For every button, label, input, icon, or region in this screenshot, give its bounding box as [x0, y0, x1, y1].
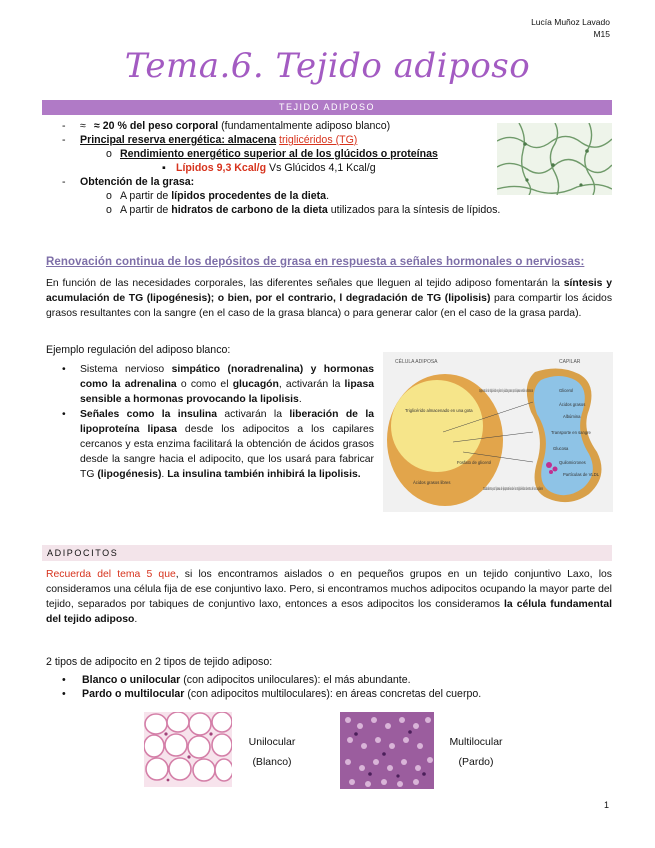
diagram-capillary-title: CAPILAR: [559, 359, 581, 365]
diagram-label: Ácidos grasos libres: [413, 480, 451, 485]
author-name: Lucía Muñoz Lavado: [531, 17, 610, 27]
types-intro: 2 tipos de adipocito en 2 tipos de tejido adiposo:: [46, 656, 273, 668]
list-item: - ≈ ≈ 20 % del peso corporal (fundamentalmente adiposo blanco): [62, 120, 391, 132]
section-bar-tejido-adiposo: TEJIDO ADIPOSO: [42, 100, 612, 115]
caption-multilocular: [436, 732, 516, 772]
example-label: Ejemplo regulación del adiposo blanco:: [46, 344, 231, 356]
author-block: [531, 16, 610, 40]
unilocular-micrograph: [144, 712, 232, 787]
list-item: • Sistema nervioso simpático (noradrenalina) y hormonas como la adrenalina o como el glucagón, activarán la lipasa sensible a hormonas provocando la lipolisis. • Señales como la insulina activarán la liberación de la lipoproteína lipasa desde los adipocitos a los capilares cercanos y esta enzima facilitará la obtención de ácidos grasos desde la sangre hacia el adipocito, que los usará para fabricar TG (lipogénesis). La insulina también inhibirá la lipolisis.: [62, 364, 375, 480]
list-item: • Blanco o unilocular (con adipocitos uniloculares): el más abundante.: [62, 674, 411, 686]
list-item: o Rendimiento energético superior al de los glúcidos o proteínas: [106, 148, 438, 160]
diagram-label: Transporte en sangre: [551, 430, 591, 435]
diagram-label: Fosfato de glicerol: [457, 460, 492, 465]
diagram-label: Quilomicrones: [559, 460, 586, 465]
caption-subtitle: (Pardo): [458, 756, 494, 768]
list-item: • Señales como la insulina activarán la liberación de la lipoproteína lipasa desde los adipocitos a los capilares cercanos y esta enzima facilitará la obtención de ácidos grasos desde la sangre hacia el adipocito, que los usará para fabricar TG (lipogénesis). La insulina también inhibirá la lipolisis.: [62, 409, 374, 480]
list-item: - Obtención de la grasa:: [62, 176, 195, 188]
diagram-label: Glucosa: [553, 446, 569, 451]
diagram-label: Partículas de VLDL: [563, 472, 600, 477]
adipose-micrograph-green: [497, 123, 612, 195]
diagram-label: Albúmina: [563, 414, 581, 419]
section-heading-renovacion: Renovación continua de los depósitos de grasa en respuesta a señales hormonales o nerviosas:: [46, 256, 585, 268]
lipid-droplet: [391, 380, 483, 472]
section1-list: [62, 119, 502, 217]
diagram-label: Ácidos grasos: [559, 402, 586, 407]
diagram-label: Catabolismo por lipasa de lipoproteína de los triglicéridos dentro de los capilares: [483, 486, 543, 491]
page-title: Tema.6. Tejido adiposo: [124, 46, 531, 86]
diagram-cell-title: CÉLULA ADIPOSA: [395, 359, 438, 365]
list-item: o A partir de hidratos de carbono de la dieta utilizados para la síntesis de lípidos.: [106, 204, 501, 216]
course-code: M15: [593, 29, 610, 39]
paragraph-adipocitos: Recuerda del tema 5 que, si los encontramos aislados o en pequeños grupos en un tejido conjuntivo Laxo, los consideramos una célula fija de ese conjuntivo laxo. Pero, si encontramos muchos adipocitos ocupando la mayor parte del tejido, separados por tabiques de conjuntivo laxo, entonces a esos adipocitos los consideramos la célula fundamental del tejido adiposo.: [46, 569, 613, 625]
diagram-label: Triglicérido almacenado en una gota: [405, 408, 473, 413]
lipolysis-diagram: [383, 352, 613, 512]
caption-unilocular: [236, 732, 308, 772]
section-bar-adipocitos: ADIPOCITOS: [42, 545, 612, 561]
list-item: • Pardo o multilocular (con adipocitos multiloculares): en áreas concretas del cuerpo.: [62, 688, 482, 700]
list-item: ▪ Lípidos 9,3 Kcal/g Vs Glúcidos 4,1 Kcal/g: [162, 162, 376, 174]
caption-title: Unilocular: [248, 736, 296, 748]
paragraph-lipogenesis: En función de las necesidades corporales, las diferentes señales que lleguen al tejido adiposo fomentarán la síntesis y acumulación de TG (lipogénesis); o bien, por el contrario, l degradación de TG (lipolisis) para compartir los ácidos grasos resultantes con la sangre (en el caso de la grasa blanca) o para generar calor (en el caso de la grasa parda).: [46, 278, 613, 319]
list-item: o A partir de lípidos procedentes de la dieta.: [106, 190, 330, 202]
caption-subtitle: (Blanco): [252, 756, 292, 768]
caption-title: Multilocular: [449, 736, 503, 748]
types-list: [62, 673, 602, 701]
multilocular-micrograph: [340, 712, 434, 789]
diagram-label: Glicerol: [559, 388, 574, 393]
page-number: 1: [603, 800, 609, 810]
diagram-label: Segmentación de triglicérido en glicerol y ácidos grasos por la lipasa sensible a hormonas: [479, 388, 533, 393]
list-item: - Principal reserva energética: almacena triglicéridos (TG): [62, 134, 358, 146]
